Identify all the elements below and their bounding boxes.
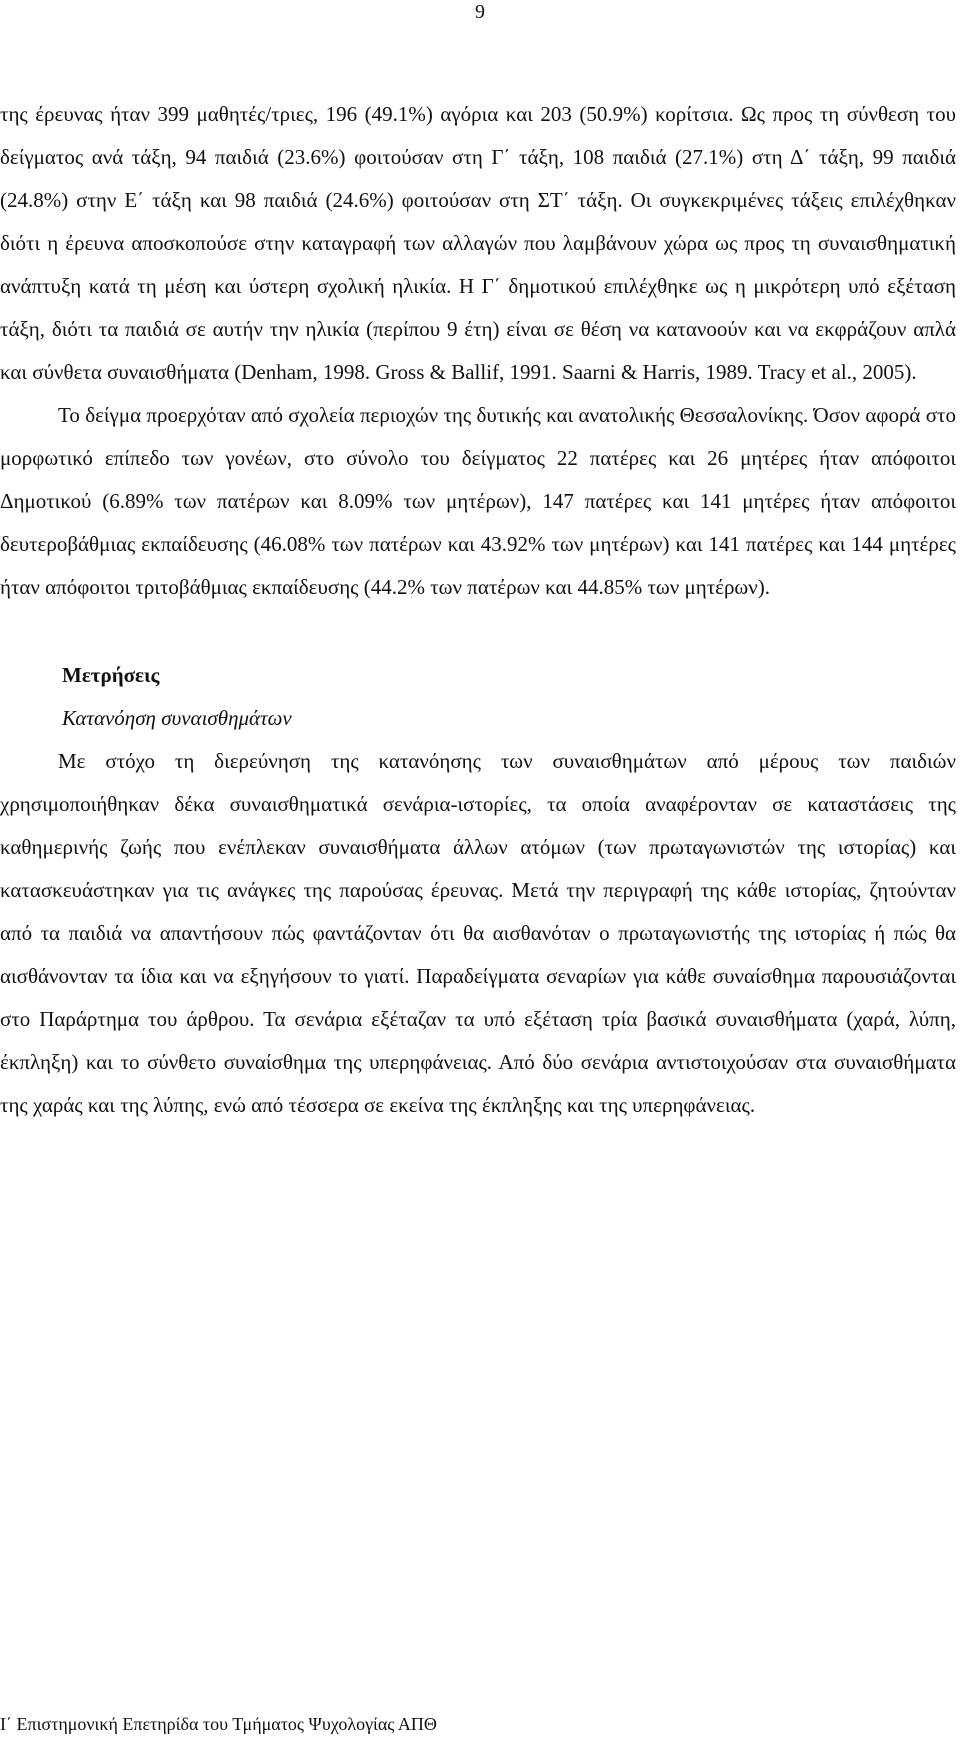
section-subheading: Κατανόηση συναισθημάτων — [62, 706, 292, 730]
page-number: 9 — [475, 1, 485, 23]
page-footer: Ι΄ Επιστημονική Επετηρίδα του Τμήματος Ψυχολογίας ΑΠΘ — [0, 1714, 437, 1734]
paragraph-measures: Με στόχο τη διερεύνηση της κατανόησης των συναισθημάτων από μέρους των παιδιών χρησιμοποιήθηκαν δέκα συναισθηματικά σενάρια-ιστορίες, τα οποία αναφέρονταν σε καταστάσεις της καθημερινής ζωής που ενέπλεκαν συναισθήματα άλλων ατόμων (των πρωταγωνιστών της ιστορίας) και κατασκευάστηκαν για τις ανάγκες της παρούσας έρευνας. Μετά την περιγραφή της κάθε ιστορίας, ζητούνταν από τα παιδιά να απαντήσουν πώς φαντάζονταν ότι θα αισθανόταν ο πρωταγωνιστής της ιστορίας ή πώς θα αισθάνονταν τα ίδια και να εξηγήσουν το γιατί. Παραδείγματα σεναρίων για κάθε συναίσθημα παρουσιάζονται στο Παράρτημα του άρθρου. Τα σενάρια εξέταζαν τα υπό εξέταση τρία βασικά συναισθήματα (χαρά, λύπη, έκπληξη) και το σύνθετο συναίσθημα της υπερηφάνειας. Από δύο σενάρια αντιστοιχούσαν στα συναισθήματα της χαράς και της λύπης, ενώ από τέσσερα σε εκείνα της έκπληξης και της υπερηφάνειας. — [0, 749, 956, 1117]
section-gap — [0, 609, 956, 654]
section-heading: Μετρήσεις — [62, 663, 160, 687]
paragraph-sample-origin: Το δείγμα προερχόταν από σχολεία περιοχών της δυτικής και ανατολικής Θεσσαλονίκης. Όσον αφορά στο μορφωτικό επίπεδο των γονέων, στο σύνολο του δείγματος 22 πατέρες και 26 μητέρες ήταν απόφοιτοι Δημοτικού (6.89% των πατέρων και 8.09% των μητέρων), 147 πατέρες και 141 μητέρες ήταν απόφοιτοι δευτεροβάθμιας εκπαίδευσης (46.08% των πατέρων και 43.92% των μητέρων) και 141 πατέρες και 144 μητέρες ήταν απόφοιτοι τριτοβάθμιας εκπαίδευσης (44.2% των πατέρων και 44.85% των μητέρων). — [0, 403, 956, 599]
document-body — [0, 93, 956, 1127]
paragraph-sample-description: της έρευνας ήταν 399 μαθητές/τριες, 196 (49.1%) αγόρια και 203 (50.9%) κορίτσια. Ως προς τη σύνθεση του δείγματος ανά τάξη, 94 παιδιά (23.6%) φοιτούσαν στη Γ΄ τάξη, 108 παιδιά (27.1%) στη Δ΄ τάξη, 99 παιδιά (24.8%) στην Ε΄ τάξη και 98 παιδιά (24.6%) φοιτούσαν στη ΣΤ΄ τάξη. Οι συγκεκριμένες τάξεις επιλέχθηκαν διότι η έρευνα αποσκοπούσε στην καταγραφή των αλλαγών που λαμβάνουν χώρα ως προς τη συναισθηματική ανάπτυξη κατά τη μέση και ύστερη σχολική ηλικία. Η Γ΄ δημοτικού επιλέχθηκε ως η μικρότερη υπό εξέταση τάξη, διότι τα παιδιά σε αυτήν την ηλικία (περίπου 9 έτη) είναι σε θέση να κατανοούν και να εκφράζουν απλά και σύνθετα συναισθήματα (Denham, 1998. Gross & Ballif, 1991. Saarni & Harris, 1989. Tracy et al., 2005). — [0, 102, 956, 384]
